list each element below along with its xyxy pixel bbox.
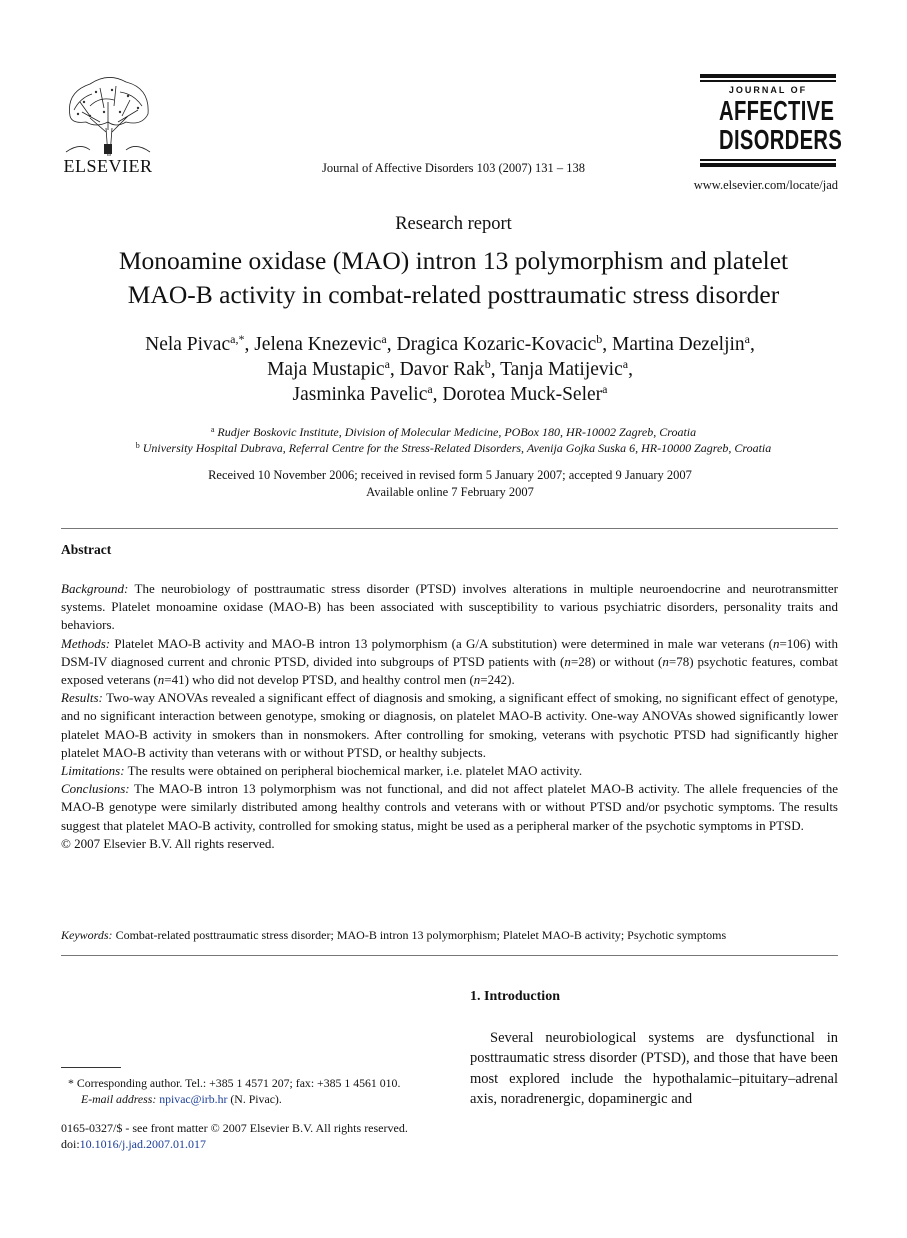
- author-separator: ,: [490, 359, 501, 380]
- author-affil-marker: b: [596, 332, 603, 346]
- limitations-label: Limitations:: [61, 763, 125, 779]
- n-symbol: n: [772, 635, 780, 651]
- affiliation-key: a: [210, 425, 215, 434]
- email-link[interactable]: npivac@irb.hr: [159, 1092, 228, 1106]
- logo-rule-top: [700, 74, 836, 78]
- author-line-3: [60, 382, 840, 407]
- divider-bottom: [61, 955, 838, 956]
- affiliation-text: Rudjer Boskovic Institute, Division of Molecular Medicine, POBox 180, HR-10002 Zagreb, Croatia: [217, 425, 697, 439]
- title-line-2: MAO-B activity in combat-related posttraumatic stress disorder: [127, 280, 780, 309]
- abstract-results: [61, 689, 838, 762]
- divider-top: [61, 528, 838, 529]
- abstract-body: [61, 580, 838, 853]
- methods-text: =242).: [480, 672, 515, 688]
- affiliation-a: [40, 425, 867, 440]
- publisher-name: ELSEVIER: [63, 156, 153, 176]
- n-symbol: n: [157, 672, 165, 688]
- issn-line: 0165-0327/$ - see front matter © 2007 Elsevier B.V. All rights reserved.: [61, 1121, 408, 1135]
- abstract-limitations: [61, 762, 838, 780]
- abstract-methods: [61, 635, 838, 690]
- received-dates: Received 10 November 2006; received in revised form 5 January 2007; accepted 9 January 2007: [208, 468, 692, 482]
- author-name[interactable]: Nela Pivac: [145, 334, 231, 355]
- methods-label: Methods:: [61, 635, 111, 651]
- author-list: [60, 332, 840, 407]
- abstract-heading: Abstract: [61, 542, 112, 557]
- author-name[interactable]: Dragica Kozaric-Kovacic: [396, 334, 597, 355]
- author-name[interactable]: Davor Rak: [399, 359, 485, 380]
- n-symbol: n: [473, 672, 481, 688]
- background-label: Background:: [61, 581, 129, 596]
- doi-line: [61, 1136, 206, 1152]
- journal-logo-line1: JOURNAL OF: [728, 85, 808, 95]
- journal-citation: Journal of Affective Disorders 103 (2007) 131 – 138: [322, 161, 585, 175]
- author-affil-marker: a: [381, 332, 387, 346]
- keywords-text: Combat-related posttraumatic stress disorder; MAO-B intron 13 polymorphism; Platelet MAO-B activity; Psychotic symptoms: [112, 928, 727, 942]
- author-separator: ,: [386, 334, 397, 355]
- conclusions-label: Conclusions:: [61, 781, 130, 797]
- journal-url-link[interactable]: www.elsevier.com/locate/jad: [693, 178, 838, 192]
- author-separator: ,: [750, 334, 755, 355]
- author-name[interactable]: Jasminka Pavelic: [292, 384, 428, 405]
- limitations-text: The results were obtained on peripheral biochemical marker, i.e. platelet MAO activity.: [124, 763, 583, 779]
- author-affil-marker: a: [602, 382, 608, 396]
- author-line-1: [60, 332, 840, 357]
- keywords: [61, 928, 838, 943]
- journal-logo-line3: DISORDERS: [719, 124, 843, 155]
- abstract-background: [61, 580, 838, 635]
- corresponding-author-footnote: * Corresponding author. Tel.: +385 1 4571 207; fax: +385 1 4561 010.: [68, 1076, 401, 1090]
- background-text: The neurobiology of posttraumatic stress disorder (PTSD) involves alterations in multiple neuroendocrine and neurotransmitter systems. Platelet monoamine oxidase (MAO-B) has been associated with susceptibility to various psychiatric disorders, personality traits and behaviors.: [61, 581, 838, 633]
- doi-prefix: doi:: [61, 1137, 80, 1151]
- logo-rule-bottom-thin: [700, 159, 836, 161]
- introduction-heading: 1. Introduction: [470, 989, 560, 1004]
- abstract-copyright: © 2007 Elsevier B.V. All rights reserved.: [61, 835, 275, 851]
- email-suffix: (N. Pivac).: [227, 1092, 282, 1106]
- journal-logo: [700, 74, 843, 170]
- n-symbol: n: [564, 653, 571, 669]
- author-separator: ,: [432, 384, 443, 405]
- author-affil-marker: a: [384, 357, 390, 371]
- abstract-conclusions: [61, 780, 838, 835]
- doi-link[interactable]: 10.1016/j.jad.2007.01.017: [79, 1137, 206, 1151]
- n-symbol: n: [662, 653, 669, 669]
- keywords-label: Keywords:: [61, 928, 113, 942]
- methods-text: =106) with DSM-IV diagnosed current and chronic PTSD, divided into subgroups of PTSD patients with (: [61, 635, 838, 669]
- introduction-paragraph: Several neurobiological systems are dysfunctional in posttraumatic stress disorder (PTSD), and those that have been most explored include the hypothalamic–pituitary–adrenal axis, noradrenergic, dopaminergic and: [470, 1030, 838, 1108]
- logo-rule-bottom: [700, 163, 836, 167]
- results-text: Two-way ANOVAs revealed a significant effect of diagnosis and smoking, a significant effect of smoking, no significant effect of genotype, and no significant interaction between genotype, smoking or diagnosis, on platelet MAO-B activity. One-way ANOVAs showed significantly lower platelet MAO-B activity in smokers than in nonsmokers. After controlling for smoking, veterans with psychotic PTSD had significantly higher platelet MAO-B activity than veterans with or without PTSD, or healthy subjects.: [61, 690, 838, 760]
- affiliation-b: [40, 441, 867, 456]
- author-name[interactable]: Jelena Knezevic: [254, 334, 382, 355]
- author-affil-marker: a: [622, 357, 629, 371]
- author-name[interactable]: Tanja Matijevic: [500, 359, 623, 380]
- title-line-1: Monoamine oxidase (MAO) intron 13 polymorphism and platelet: [118, 246, 789, 275]
- author-affil-marker: a,*: [230, 332, 245, 346]
- author-separator: ,: [389, 359, 400, 380]
- author-separator: ,: [244, 334, 255, 355]
- author-name[interactable]: Dorotea Muck-Seler: [442, 384, 603, 405]
- author-separator: ,: [602, 334, 613, 355]
- article-type: Research report: [395, 214, 512, 234]
- conclusions-text: The MAO-B intron 13 polymorphism was not functional, and did not affect platelet MAO-B activity. The allele frequencies of the MAO-B genotype were similarly distributed among healthy controls and veterans with or without PTSD and/or psychotic symptoms. The results suggest that platelet MAO-B activity, controlled for smoking status, might be used as a peripheral marker of the psychotic symptoms in PTSD.: [61, 781, 838, 833]
- methods-text: Platelet MAO-B activity and MAO-B intron 13 polymorphism (a G/A substitution) were determined in male war veterans (: [110, 635, 773, 651]
- journal-logo-line2: AFFECTIVE: [719, 95, 835, 126]
- logo-rule-top-thin: [700, 80, 836, 82]
- email-footnote: [81, 1091, 282, 1107]
- available-online-date: Available online 7 February 2007: [366, 485, 534, 499]
- footnote-rule: [61, 1067, 121, 1068]
- author-separator: ,: [628, 359, 633, 380]
- methods-text: =41) who did not develop PTSD, and healthy control men (: [164, 672, 474, 688]
- author-name[interactable]: Maja Mustapic: [267, 359, 385, 380]
- methods-text: =78) psychotic features, combat exposed veterans (: [61, 653, 839, 688]
- article-history: [0, 467, 900, 501]
- email-label: E-mail address:: [81, 1092, 157, 1106]
- author-affil-marker: a: [744, 332, 750, 346]
- author-line-2: [60, 357, 840, 382]
- article-title: [40, 244, 867, 312]
- results-label: Results:: [61, 690, 103, 706]
- affiliation-text: University Hospital Dubrava, Referral Centre for the Stress-Related Disorders, Avenija Gojka Suska 6, HR-10000 Zagreb, Croatia: [142, 441, 772, 455]
- affiliation-key: b: [135, 441, 140, 450]
- methods-text: =28) or without (: [570, 653, 663, 669]
- author-affil-marker: b: [484, 357, 491, 371]
- author-name[interactable]: Martina Dezeljin: [612, 334, 745, 355]
- author-affil-marker: a: [427, 382, 433, 396]
